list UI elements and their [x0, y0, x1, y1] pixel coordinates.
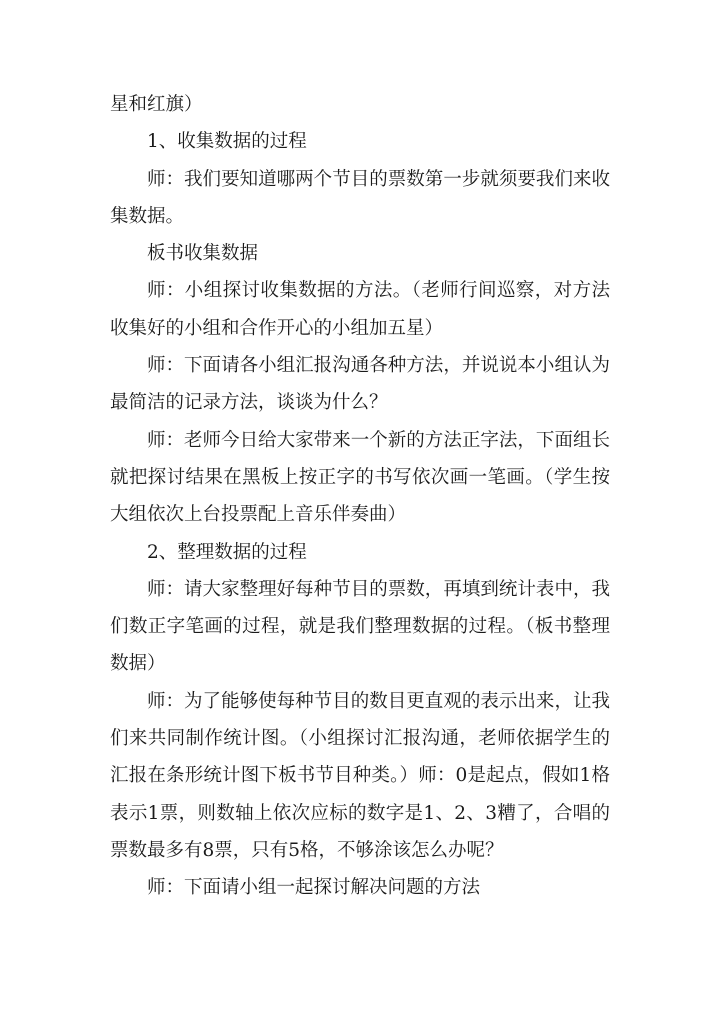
paragraph: 师：老师今日给大家带来一个新的方法正字法，下面组长就把探讨结果在黑板上按正字的书写依次画一笔画。（学生按大组依次上台投票配上音乐伴奏曲）	[110, 429, 610, 526]
paragraph: 师：为了能够使每种节目的数目更直观的表示出来，让我们来共同制作统计图。（小组探讨汇报沟通，老师依据学生的汇报在条形统计图下板书节目种类。）师：0是起点，假如1格表示1票，则数轴上依次应标的数字是1、2、3糟了，合唱的票数最多有8票，只有5格，不够涂该怎么办呢？	[110, 690, 610, 861]
section-heading-collect-data: 1、收集数据的过程	[147, 131, 307, 153]
paragraph: 师：请大家整理好每种节目的票数，再填到统计表中，我们数正字笔画的过程，就是我们整理数据的过程。（板书整理数据）	[110, 578, 610, 675]
section-heading-organize-data: 2、整理数据的过程	[147, 541, 307, 563]
paragraph-board-note: 板书收集数据	[147, 243, 259, 265]
paragraph: 师：下面请小组一起探讨解决问题的方法	[147, 877, 481, 899]
paragraph: 师：下面请各小组汇报沟通各种方法，并说说本小组认为最简洁的记录方法，谈谈为什么？	[110, 355, 610, 414]
paragraph-continuation: 星和红旗）	[110, 94, 203, 115]
document-body	[110, 86, 610, 907]
paragraph: 师：小组探讨收集数据的方法。（老师行间巡察，对方法收集好的小组和合作开心的小组加五星）	[110, 280, 610, 339]
paragraph: 师：我们要知道哪两个节目的票数第一步就须要我们来收集数据。	[110, 168, 610, 227]
